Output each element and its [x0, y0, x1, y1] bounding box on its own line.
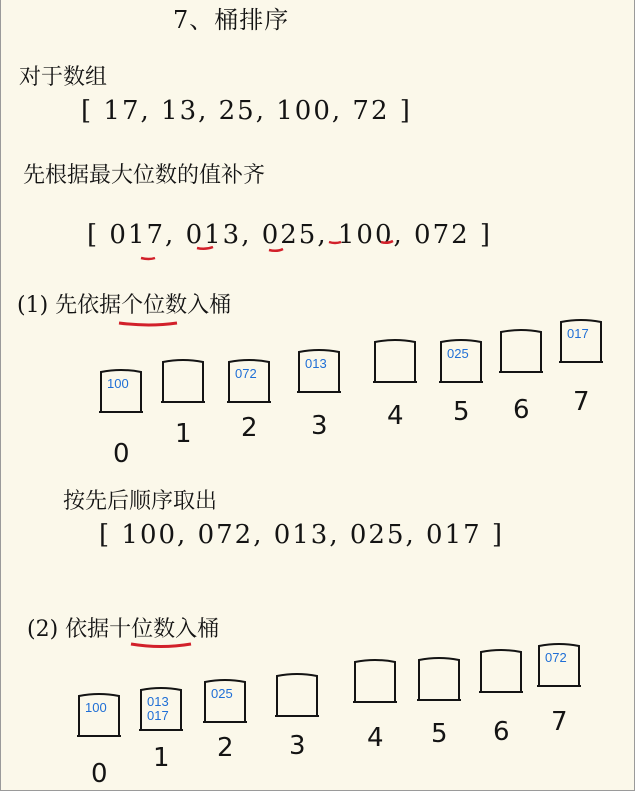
step2-bucket-index: 1 [153, 743, 170, 773]
step1-bucket-value: 017 [567, 326, 589, 341]
collect-label: 按先后顺序取出 [63, 489, 218, 514]
step2-label: (2) 依据十位数入桶 [27, 617, 220, 642]
step1-bucket-index: 1 [175, 419, 192, 449]
step1-label: (1) 先依据个位数入桶 [17, 293, 232, 318]
step2-bucket-value: 072 [545, 650, 567, 665]
step1-bucket-index: 4 [387, 401, 404, 431]
step2-bucket-1 [139, 688, 183, 773]
original-array: [ 17, 13, 25, 100, 72 ] [81, 96, 412, 126]
step1-bucket-index: 2 [241, 413, 258, 443]
step2-bucket-index: 3 [289, 731, 306, 761]
step2-bucket-6 [479, 650, 523, 747]
step1-bucket-value: 072 [235, 366, 257, 381]
step1-bucket-index: 7 [573, 387, 590, 417]
step1-bucket-index: 3 [311, 411, 328, 441]
step2-bucket-value: 025 [211, 686, 233, 701]
step2-bucket-value: 017 [147, 708, 169, 723]
step2-bucket-index: 6 [493, 717, 510, 747]
step2-buckets [1, 0, 635, 791]
page-title: 7、桶排序 [173, 6, 290, 34]
step2-bucket-5 [417, 658, 461, 749]
step2-bucket-0 [77, 694, 121, 789]
step1-bucket-value: 013 [305, 356, 327, 371]
step1-bucket-value: 100 [107, 376, 129, 391]
step2-bucket-3 [275, 674, 319, 761]
step2-bucket-value: 100 [85, 700, 107, 715]
step2-bucket-index: 0 [91, 759, 108, 789]
step1-bucket-index: 0 [113, 439, 130, 469]
intro-label: 对于数组 [19, 65, 108, 90]
step1-bucket-index: 6 [513, 395, 530, 425]
result-array: [ 100, 072, 013, 025, 017 ] [99, 520, 505, 550]
step2-bucket-index: 7 [551, 707, 568, 737]
step2-bucket-value: 013 [147, 694, 169, 709]
padded-array: [ 017, 013, 025, 100, 072 ] [87, 220, 493, 250]
step1-bucket-index: 5 [453, 397, 470, 427]
step2-bucket-index: 5 [431, 719, 448, 749]
step2-bucket-7 [537, 644, 581, 737]
step2-bucket-4 [353, 660, 397, 753]
step2-bucket-index: 4 [367, 723, 384, 753]
step2-bucket-2 [203, 680, 247, 763]
pad-label: 先根据最大位数的值补齐 [23, 163, 266, 188]
step2-bucket-index: 2 [217, 733, 234, 763]
step1-bucket-value: 025 [447, 346, 469, 361]
